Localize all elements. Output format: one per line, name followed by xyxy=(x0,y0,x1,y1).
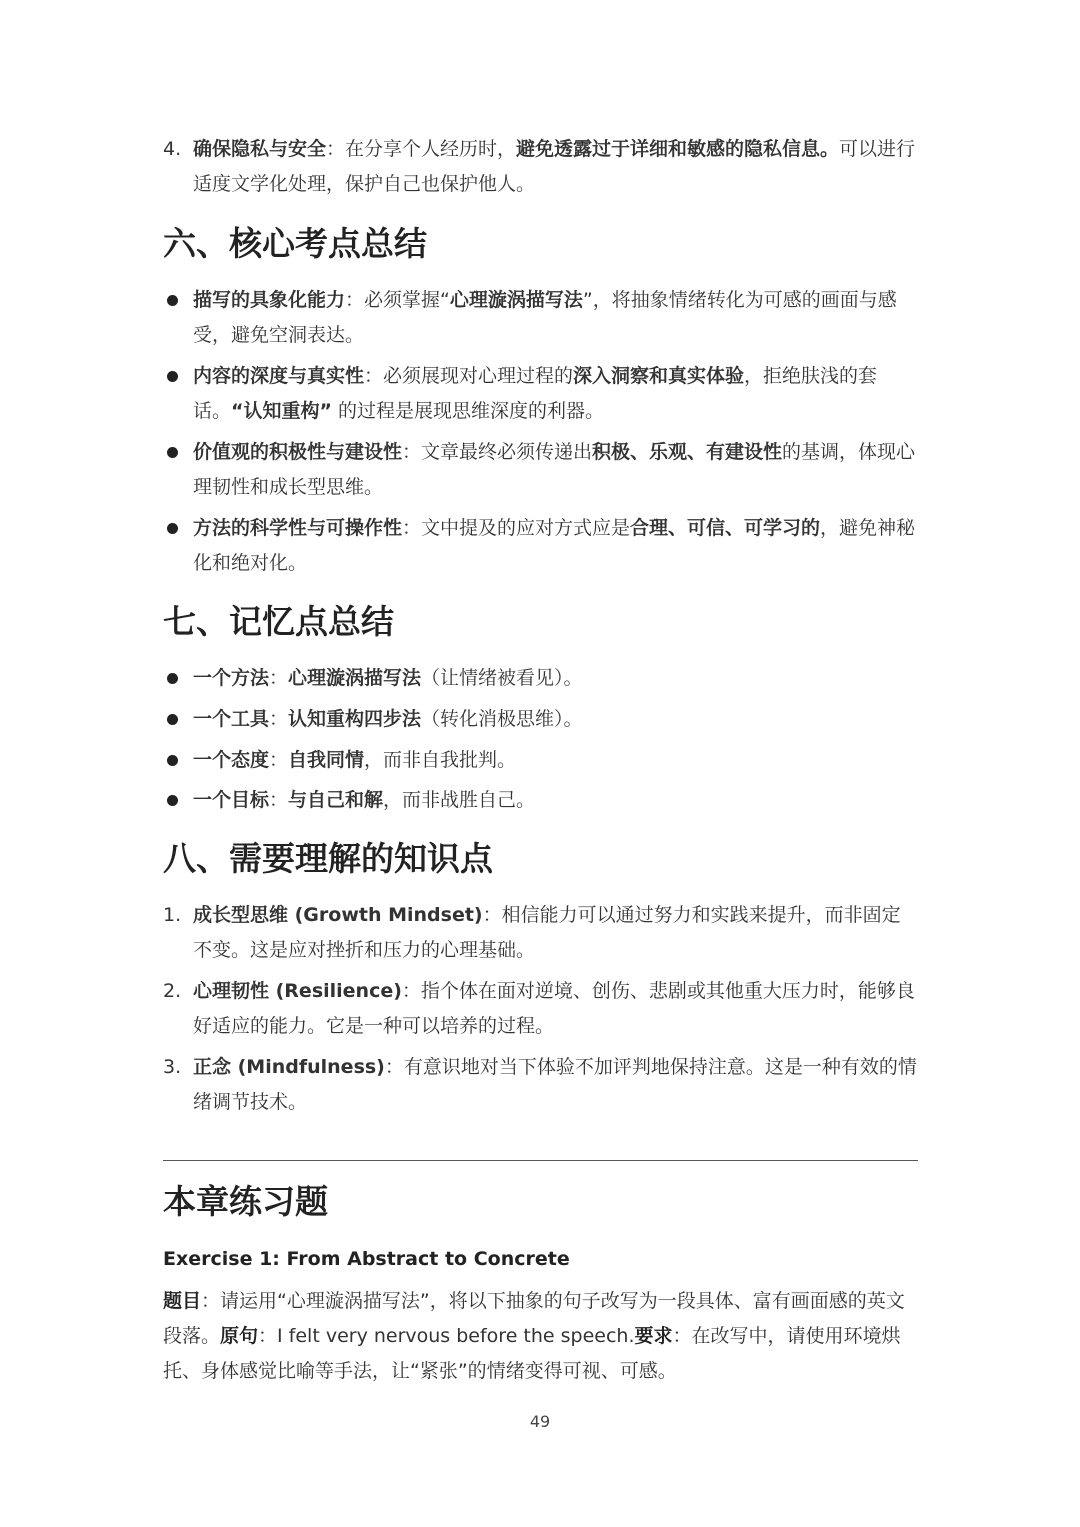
exercise-title: Exercise 1: From Abstract to Concrete xyxy=(163,1248,570,1270)
exercise-label-question: 题目 xyxy=(163,1290,202,1312)
item-text: （让情绪被看见）。 xyxy=(421,667,583,689)
item-bold-text: 自我同情 xyxy=(288,749,365,771)
item-text: ： xyxy=(269,749,289,771)
exercise-body xyxy=(163,1284,918,1389)
bullet-icon xyxy=(167,371,178,382)
bullet-icon xyxy=(167,523,178,534)
item-text: ：有意识地对当下体验不加评判地保持注意。这是一种有效的情绪调节技术。 xyxy=(193,1056,917,1113)
bullet-icon xyxy=(167,447,178,458)
list-item xyxy=(163,1050,918,1120)
item-text: 可以进行适度文学化处理，保护自己也保护他人。 xyxy=(193,138,916,195)
list-item xyxy=(163,898,918,968)
item-bold-term: 方法的科学性与可操作性 xyxy=(193,517,403,539)
bullet-icon xyxy=(167,673,178,684)
list-item xyxy=(163,435,918,505)
list-item xyxy=(163,702,918,737)
item-text: ：指个体在面对逆境、创伤、悲剧或其他重大压力时，能够良好适应的能力。它是一种可以培养的过程。 xyxy=(193,980,915,1037)
exercise-label-original: 原句 xyxy=(220,1325,259,1347)
item-text: ，避免神秘化和绝对化。 xyxy=(193,517,916,574)
item-bold-term: 价值观的积极性与建设性 xyxy=(193,441,403,463)
item-text: ”，将抽象情绪转化为可感的画面与感受，避免空洞表达。 xyxy=(193,289,897,346)
item-bold-text: 心理漩涡描写法 xyxy=(449,289,583,311)
item-bold-text: 积极、乐观、有建设性 xyxy=(592,441,783,463)
section-heading-knowledge-points: 八、需要理解的知识点 xyxy=(163,839,493,878)
item-text: 的过程是展现思维深度的利器。 xyxy=(332,400,605,422)
item-bold-term: 一个工具 xyxy=(193,708,270,730)
item-text: ，而非战胜自己。 xyxy=(383,789,536,811)
section-heading-core-points: 六、核心考点总结 xyxy=(163,224,427,263)
list-number: 4. xyxy=(163,138,182,160)
item-bold-term: 一个目标 xyxy=(193,789,270,811)
item-bold-term: 成长型思维 (Growth Mindset) xyxy=(193,904,483,926)
item-bold-text: “认知重构” xyxy=(231,400,332,422)
item-text: 的基调，体现心理韧性和成长型思维。 xyxy=(193,441,916,498)
page-number: 49 xyxy=(529,1412,551,1431)
exercise-label-requirement: 要求 xyxy=(634,1325,673,1347)
bullet-icon xyxy=(167,795,178,806)
list-item-privacy xyxy=(163,132,918,202)
section-divider xyxy=(163,1160,918,1161)
item-text: ： xyxy=(269,708,289,730)
list-item xyxy=(163,511,918,581)
item-text: ： xyxy=(269,789,289,811)
item-bold-term: 描写的具象化能力 xyxy=(193,289,346,311)
item-bold-text: 心理漩涡描写法 xyxy=(288,667,422,689)
item-bold-text: 与自己和解 xyxy=(288,789,384,811)
bullet-icon xyxy=(167,755,178,766)
section-heading-exercises: 本章练习题 xyxy=(163,1182,328,1221)
list-number: 1. xyxy=(163,904,182,926)
list-item xyxy=(163,974,918,1044)
item-bold-term: 确保隐私与安全 xyxy=(193,138,327,160)
item-text: （转化消极思维）。 xyxy=(421,708,583,730)
item-text: ：必须展现对心理过程的 xyxy=(364,365,574,387)
item-text: ：在分享个人经历时， xyxy=(326,138,517,160)
list-number: 2. xyxy=(163,980,182,1002)
bullet-icon xyxy=(167,295,178,306)
bullet-icon xyxy=(167,714,178,725)
item-text: ：文中提及的应对方式应是 xyxy=(402,517,631,539)
list-item xyxy=(163,743,918,778)
exercise-text: ：请运用“心理漩涡描写法”，将以下抽象的句子改写为一段具体、富有画面感的英文段落。 xyxy=(163,1290,905,1347)
item-bold-text: 合理、可信、可学习的 xyxy=(630,517,821,539)
list-number: 3. xyxy=(163,1056,182,1078)
item-bold-term: 正念 (Mindfulness) xyxy=(193,1056,385,1078)
item-bold-term: 内容的深度与真实性 xyxy=(193,365,365,387)
exercise-text: ：在改写中，请使用环境烘托、身体感觉比喻等手法，让“紧张”的情绪变得可视、可感。 xyxy=(163,1325,901,1382)
list-item xyxy=(163,661,918,696)
list-item xyxy=(163,783,918,818)
item-text: ：必须掌握“ xyxy=(345,289,450,311)
item-text: ：相信能力可以通过努力和实践来提升，而非固定不变。这是应对挫折和压力的心理基础。 xyxy=(193,904,901,961)
item-text: ，而非自我批判。 xyxy=(364,749,517,771)
item-bold-term: 一个方法 xyxy=(193,667,270,689)
item-text: ： xyxy=(269,667,289,689)
item-text: ：文章最终必须传递出 xyxy=(402,441,593,463)
list-item xyxy=(163,359,918,429)
item-bold-text: 避免透露过于详细和敏感的隐私信息。 xyxy=(516,138,840,160)
exercise-text: ：I felt very nervous before the speech. xyxy=(258,1325,635,1347)
section-heading-memory-points: 七、记忆点总结 xyxy=(163,602,394,641)
item-bold-term: 一个态度 xyxy=(193,749,270,771)
item-bold-term: 心理韧性 (Resilience) xyxy=(193,980,402,1002)
item-bold-text: 深入洞察和真实体验 xyxy=(573,365,745,387)
item-text: ，拒绝肤浅的套话。 xyxy=(193,365,878,422)
item-bold-text: 认知重构四步法 xyxy=(288,708,422,730)
list-item xyxy=(163,283,918,353)
